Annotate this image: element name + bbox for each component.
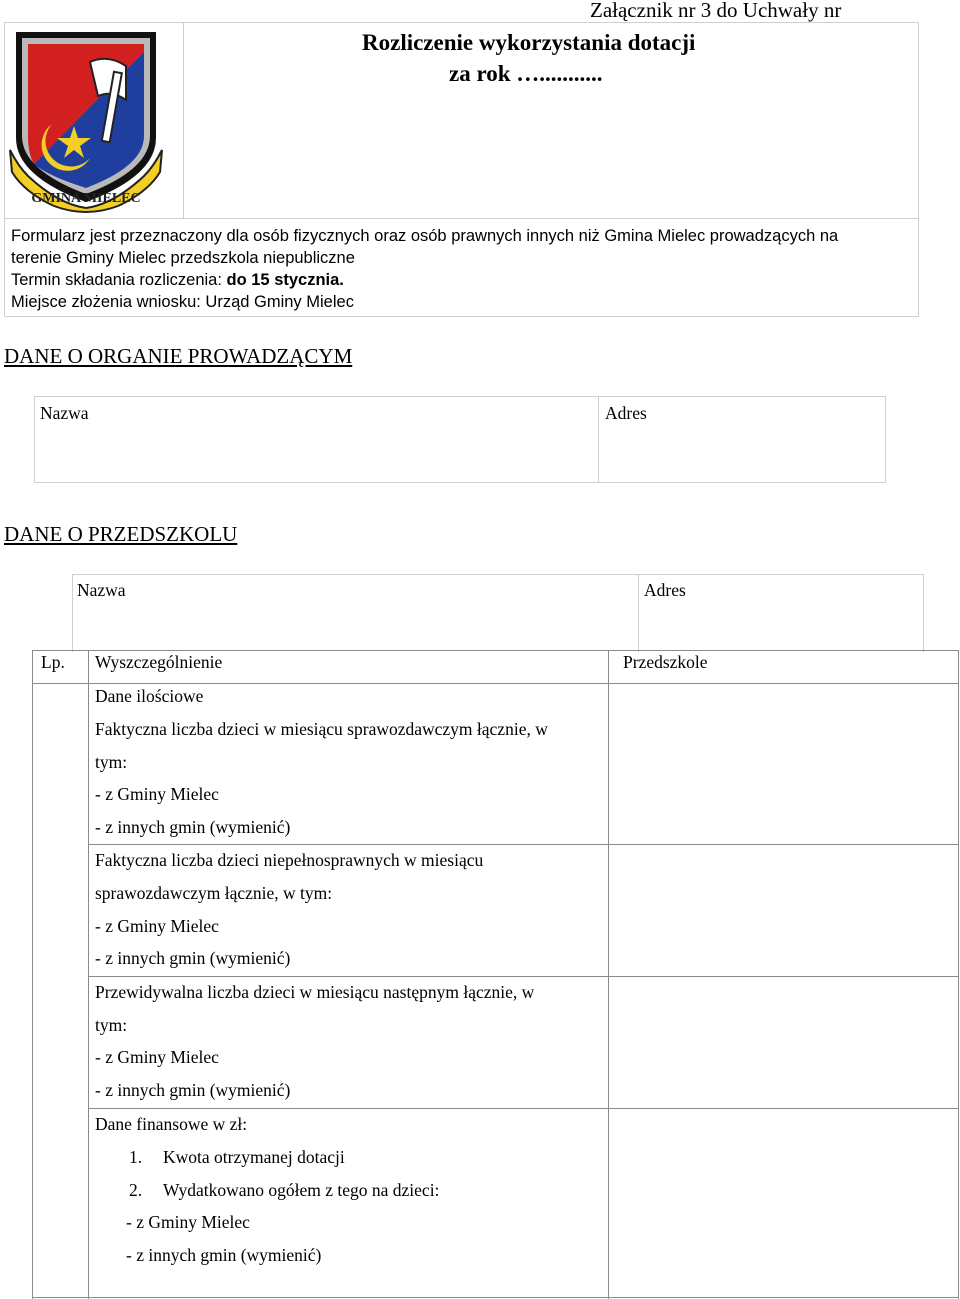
school-section-heading: DANE O PRZEDSZKOLU <box>4 522 238 546</box>
table-bottom-rule <box>32 1297 959 1298</box>
school-value-cell[interactable] <box>610 686 957 842</box>
organ-name-field[interactable] <box>36 428 596 480</box>
row-from-other: - z innych gmin (wymienić) <box>95 817 291 837</box>
document-title-year: za rok …........... <box>449 61 603 86</box>
row-actual-children: Faktyczna liczba dzieci w miesiącu sprawozdawczym łącznie, w <box>95 719 548 739</box>
column-header-description: Wyszczególnienie <box>95 652 223 672</box>
deadline-text <box>11 271 344 290</box>
organ-fields-divider <box>598 396 599 483</box>
row-actual-children-cont: tym: <box>95 752 128 772</box>
organ-section-heading: DANE O ORGANIE PROWADZĄCYM <box>4 344 353 368</box>
row-expected-children-cont: tym: <box>95 1015 128 1035</box>
organ-address-label: Adres <box>605 403 647 423</box>
row-from-gmina: - z Gminy Mielec <box>95 1047 219 1067</box>
submission-place: Miejsce złożenia wniosku: Urząd Gminy Mielec <box>11 293 354 311</box>
table-row-separator <box>88 1108 959 1109</box>
info-line-1: Formularz jest przeznaczony dla osób fizycznych oraz osób prawnych innych niż Gmina Mielec prowadzących na <box>11 227 839 245</box>
document-title: Rozliczenie wykorzystania dotacji <box>362 30 696 55</box>
school-name-field[interactable] <box>74 604 636 648</box>
row-from-other: - z innych gmin (wymienić) <box>95 1080 291 1100</box>
row-from-gmina: - z Gminy Mielec <box>95 916 219 936</box>
row-expected-children: Przewidywalna liczba dzieci w miesiącu następnym łącznie, w <box>95 982 535 1002</box>
row-financial-data: Dane finansowe w zł: <box>95 1114 248 1134</box>
crest-ribbon-text: GMINA MIELEC <box>31 191 141 206</box>
row-from-gmina: - z Gminy Mielec <box>95 784 219 804</box>
info-line-2: terenie Gminy Mielec przedszkola niepubliczne <box>11 249 355 267</box>
finance-item-number: 2. <box>129 1180 143 1200</box>
table-col-divider-2 <box>608 650 609 1299</box>
finance-item-expenditure: Wydatkowano ogółem z tego na dzieci: <box>163 1180 440 1200</box>
row-disabled-children-cont: sprawozdawczym łącznie, w tym: <box>95 883 333 903</box>
row-quantitative-data: Dane ilościowe <box>95 686 204 706</box>
school-value-cell[interactable] <box>610 1110 957 1295</box>
row-from-other: - z innych gmin (wymienić) <box>95 948 291 968</box>
header-divider-vertical <box>183 22 184 219</box>
deadline-label: Termin składania rozliczenia: <box>11 271 227 289</box>
organ-address-field[interactable] <box>601 428 883 480</box>
table-header-rule <box>32 683 959 684</box>
table-row-separator <box>88 844 959 845</box>
school-value-cell[interactable] <box>610 978 957 1106</box>
table-col-divider-1 <box>88 650 89 1299</box>
school-fields-divider <box>638 574 639 652</box>
column-header-school: Przedszkole <box>623 652 708 672</box>
finance-item-grant-received: Kwota otrzymanej dotacji <box>163 1147 345 1167</box>
column-header-lp: Lp. <box>41 652 65 672</box>
finance-sub-other: - z innych gmin (wymienić) <box>126 1245 322 1265</box>
finance-item-number: 1. <box>129 1147 143 1167</box>
table-row-separator <box>88 976 959 977</box>
school-address-label: Adres <box>644 580 686 600</box>
school-value-cell[interactable] <box>610 846 957 974</box>
gmina-mielec-crest-logo <box>8 26 164 216</box>
deadline-value: do 15 stycznia. <box>226 271 344 289</box>
school-name-label: Nazwa <box>77 580 126 600</box>
organ-name-label: Nazwa <box>40 403 89 423</box>
school-address-field[interactable] <box>641 604 921 648</box>
header-divider-horizontal <box>4 218 919 219</box>
annex-reference: Załącznik nr 3 do Uchwały nr <box>590 0 842 22</box>
finance-sub-gmina: - z Gminy Mielec <box>126 1212 250 1232</box>
row-disabled-children: Faktyczna liczba dzieci niepełnosprawnych w miesiącu <box>95 850 484 870</box>
